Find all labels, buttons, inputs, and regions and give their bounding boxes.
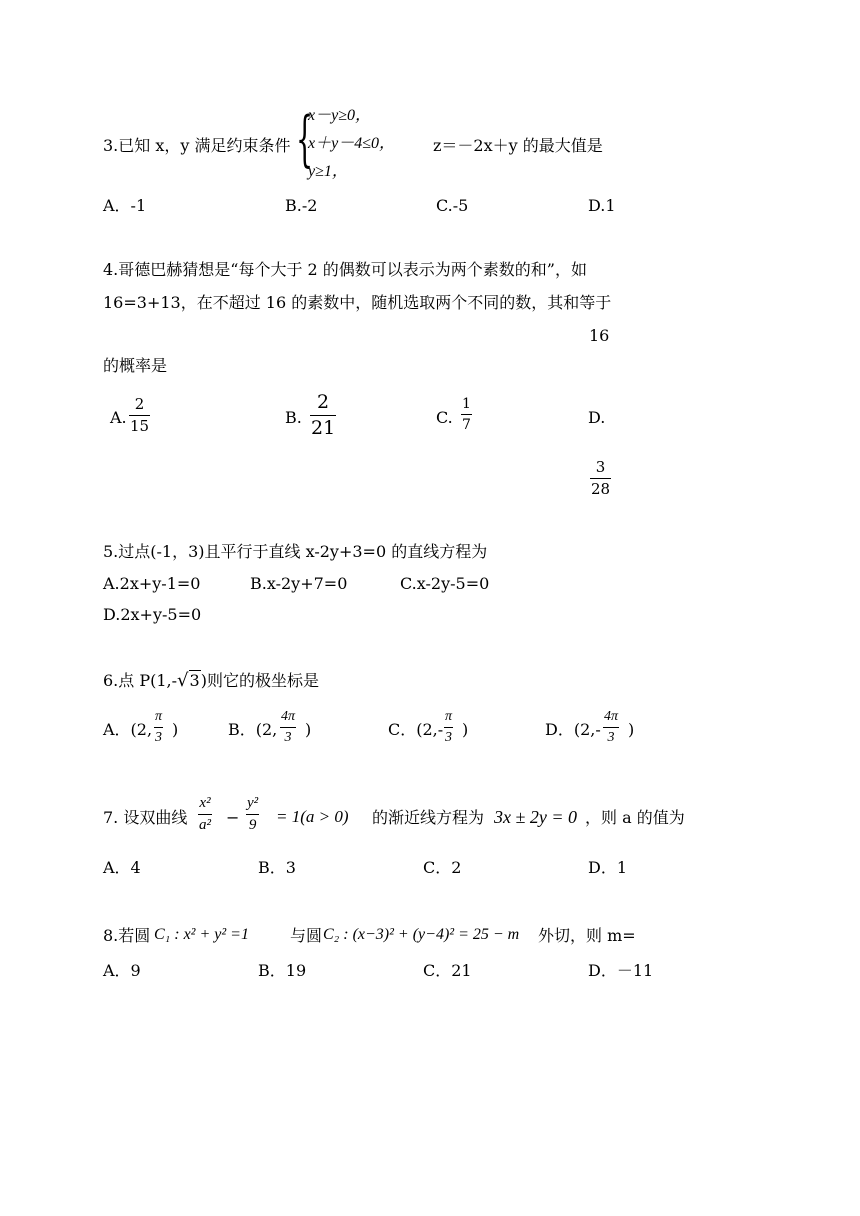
q7-prefix: 7. 设双曲线 xyxy=(103,808,188,827)
q7-option-d: D．1 xyxy=(588,858,628,877)
q7-den-1: a² xyxy=(199,817,211,833)
q7-option-a: A．4 xyxy=(103,858,141,877)
q5-option-d: D.2x+y-5=0 xyxy=(103,605,202,624)
q8-circle-1: C₁ : x² + y² =1 xyxy=(154,926,249,943)
q7-eq-rest: = 1(a > 0) xyxy=(276,807,349,826)
q4-option-b-num: 2 xyxy=(310,393,336,416)
q7-asymptote: 3x ± 2y = 0 xyxy=(494,807,578,827)
q4-option-a-den: 15 xyxy=(130,417,150,435)
q8-option-a: A．9 xyxy=(103,961,141,980)
q6-stem-a: 6.点 P(1,- xyxy=(103,671,178,690)
q6-option-a-pre: A．(2, xyxy=(103,720,153,739)
q4-option-b-fraction xyxy=(310,393,336,438)
q8-circle-2: C₂ : (x−3)² + (y−4)² = 25 − m xyxy=(323,926,520,943)
q6-option-a-post: ) xyxy=(172,720,179,739)
q7-num-1: x² xyxy=(198,796,212,815)
q4-option-c-label: C. xyxy=(436,408,453,427)
q6-option-a-den: 3 xyxy=(155,730,162,745)
q7-den-2: 9 xyxy=(248,817,257,833)
q6-option-d-num: 4π xyxy=(603,710,619,728)
q7-fraction-2 xyxy=(246,796,259,833)
q5-option-c: C.x-2y-5=0 xyxy=(400,574,490,593)
q5-option-b: B.x-2y+7=0 xyxy=(250,574,348,593)
q3-constraint-2: x＋y－4≤0， xyxy=(308,135,395,152)
q7-option-c: C．2 xyxy=(423,858,462,877)
q3-objective: z＝－2x＋y 的最大值是 xyxy=(433,136,603,155)
q4-option-c-num: 1 xyxy=(461,397,472,415)
q8-option-d: D．－11 xyxy=(588,961,654,980)
q8-pre: 8.若圆 xyxy=(103,926,151,945)
q6-option-c-fraction xyxy=(444,710,453,745)
q3-constraint-1: x－y≥0， xyxy=(308,107,371,124)
q6-option-b-num: 4π xyxy=(280,710,296,728)
q4-option-b-den: 21 xyxy=(311,417,336,439)
q3-option-a: A．-1 xyxy=(103,196,147,215)
q6-option-b-post: ) xyxy=(305,720,312,739)
q6-option-b-den: 3 xyxy=(284,730,292,745)
q6-option-c-post: ) xyxy=(462,720,469,739)
q8-option-b: B．19 xyxy=(258,961,307,980)
q4-line-4: 的概率是 xyxy=(103,356,168,375)
q7-num-2: y² xyxy=(246,796,259,815)
q4-option-d-num: 3 xyxy=(590,460,611,479)
q6-option-d-den: 3 xyxy=(607,730,615,745)
q6-option-b-pre: B．(2, xyxy=(228,720,278,739)
q4-option-a-fraction xyxy=(129,397,150,434)
q7-fraction-1 xyxy=(198,796,212,833)
q6-option-d-pre: D．(2,- xyxy=(545,720,601,739)
q6-option-b-fraction xyxy=(280,710,296,745)
q7-option-b: B．3 xyxy=(258,858,296,877)
q8-option-c: C．21 xyxy=(423,961,472,980)
q3-option-d: D.1 xyxy=(588,196,616,215)
q3-brace-icon: { xyxy=(296,104,314,174)
q3-stem: 3.已知 x，y 满足约束条件 xyxy=(103,136,291,155)
sqrt-icon: √ xyxy=(177,670,189,691)
q6-sqrt-arg: 3 xyxy=(189,671,200,690)
q4-option-d-label: D. xyxy=(588,408,606,427)
q6-option-a-fraction xyxy=(154,710,163,745)
q4-line-3: 16 xyxy=(589,326,610,345)
q4-option-c-den: 7 xyxy=(462,417,471,433)
q4-option-d-den: 28 xyxy=(591,480,611,498)
q3-option-c: C.-5 xyxy=(436,196,469,215)
q6-stem xyxy=(103,672,319,690)
q6-option-a-num: π xyxy=(154,710,163,728)
q8-mid: 与圆 xyxy=(290,926,323,945)
q6-option-d-post: ) xyxy=(628,720,635,739)
q7-suffix: ，则 a 的值为 xyxy=(585,808,685,827)
q8-post: 外切，则 m= xyxy=(538,926,636,945)
q4-option-c-fraction xyxy=(461,397,472,432)
q5-stem: 5.过点(-1，3)且平行于直线 x-2y+3=0 的直线方程为 xyxy=(103,542,488,561)
q6-option-c-pre: C．(2,- xyxy=(388,720,444,739)
q3-constraint-3: y≥1， xyxy=(308,163,348,180)
q6-option-c-den: 3 xyxy=(445,730,452,745)
q5-option-a: A.2x+y-1=0 xyxy=(103,574,201,593)
q4-option-b-label: B. xyxy=(285,408,302,427)
q6-option-d-fraction xyxy=(603,710,619,745)
q4-line-2: 16=3+13，在不超过 16 的素数中，随机选取两个不同的数，其和等于 xyxy=(103,293,612,312)
q4-option-a-label: A. xyxy=(110,408,127,427)
q7-minus: − xyxy=(226,808,240,827)
q3-option-b: B.-2 xyxy=(285,196,318,215)
q7-mid: 的渐近线方程为 xyxy=(372,808,485,827)
q6-stem-b: )则它的极坐标是 xyxy=(200,671,319,690)
q6-option-c-num: π xyxy=(444,710,453,728)
q4-line-1: 4.哥德巴赫猜想是“每个大于 2 的偶数可以表示为两个素数的和”，如 xyxy=(103,260,587,279)
q4-option-a-num: 2 xyxy=(129,397,150,416)
q4-option-d-fraction xyxy=(590,460,611,497)
